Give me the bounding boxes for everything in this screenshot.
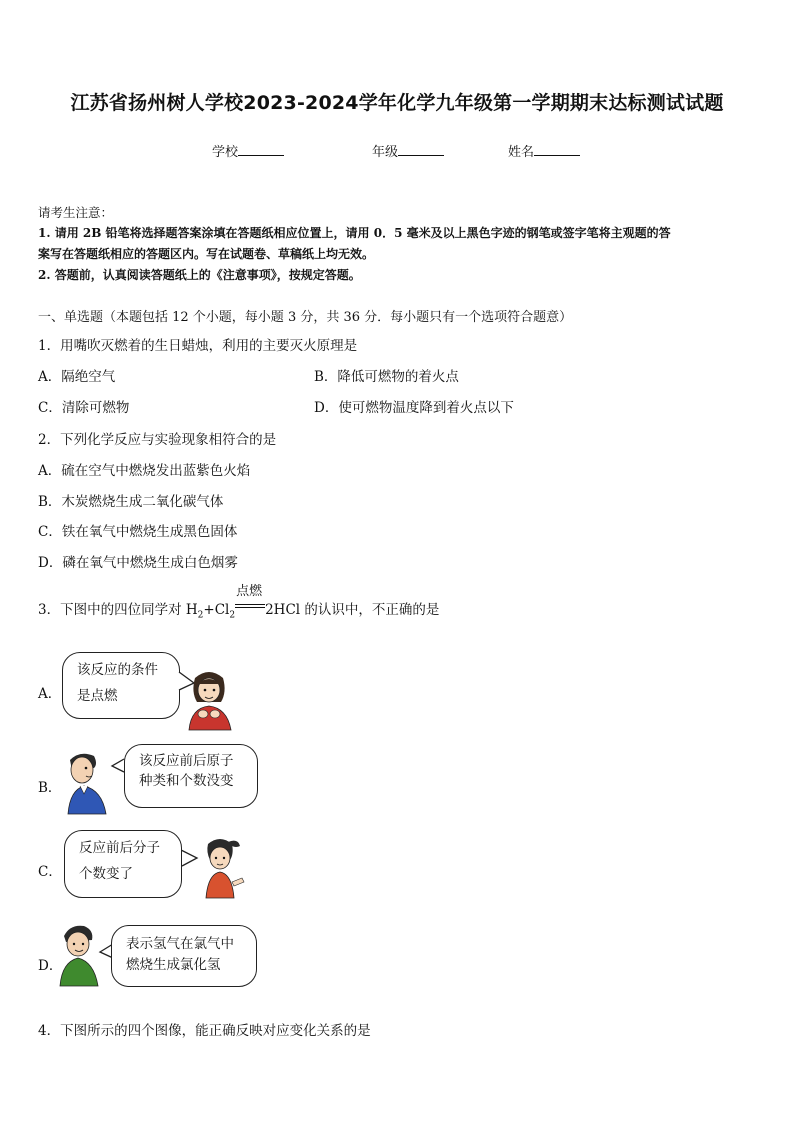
notice-line-1b: 案写在答题纸相应的答题区内。写在试题卷、草稿纸上均无效。 xyxy=(38,247,375,261)
q1-option-c: C．清除可燃物 xyxy=(38,400,130,416)
q3-stem-pre: 3．下图中的四位同学对 H xyxy=(38,602,198,618)
q1-option-b: B．降低可燃物的着火点 xyxy=(314,369,459,385)
q3-label-b: B． xyxy=(38,780,62,796)
q1-stem: 1．用嘴吹灭燃着的生日蜡烛，利用的主要灭火原理是 xyxy=(38,338,358,354)
grade-label: 年级 xyxy=(372,145,399,160)
boy-student-b-icon xyxy=(62,750,112,814)
bubble-a-line-1: 该反应的条件 xyxy=(77,662,158,678)
q2-option-a: A．硫在空气中燃烧发出蓝紫色火焰 xyxy=(38,463,251,479)
bubble-b-line-2: 种类和个数没变 xyxy=(139,773,234,789)
q2-stem: 2．下列化学反应与实验现象相符合的是 xyxy=(38,432,277,448)
girl-student-c-icon xyxy=(198,838,248,898)
notice-heading: 请考生注意： xyxy=(38,205,114,220)
q3-stem-post: 的认识中，不正确的是 xyxy=(300,602,440,618)
bubble-d-line-2: 燃烧生成氯化氢 xyxy=(126,957,221,973)
reaction-condition: 点燃 xyxy=(236,584,263,599)
school-label: 学校 xyxy=(212,145,239,160)
notice-line-1: 1. 请用 2B 铅笔将选择题答案涂填在答题纸相应位置上，请用 0．5 毫米及以上黑色字迹的钢笔或签字笔将主观题的答 xyxy=(38,226,671,240)
q3-plus-cl: +Cl xyxy=(203,602,230,618)
notice-line-2: 2. 答题前，认真阅读答题纸上的《注意事项》，按规定答题。 xyxy=(38,268,361,282)
girl-student-a-icon xyxy=(183,668,235,730)
bubble-d-line-1: 表示氢气在氯气中 xyxy=(126,936,234,952)
q3-label-a: A． xyxy=(38,686,62,702)
q4-stem: 4．下图所示的四个图像，能正确反映对应变化关系的是 xyxy=(38,1023,371,1039)
q2-option-b: B．木炭燃烧生成二氧化碳气体 xyxy=(38,494,224,510)
bubble-c-line-1: 反应前后分子 xyxy=(79,840,160,856)
bubble-c-line-2: 个数变了 xyxy=(79,866,133,882)
bubble-a-line-2: 是点燃 xyxy=(77,688,118,704)
q2-option-c: C．铁在氧气中燃烧生成黑色固体 xyxy=(38,524,238,540)
q1-option-d: D．使可燃物温度降到着火点以下 xyxy=(314,400,514,416)
q3-label-d: D． xyxy=(38,958,63,974)
bubble-b-line-1: 该反应前后原子 xyxy=(139,753,234,769)
q1-option-a: A．隔绝空气 xyxy=(38,369,116,385)
section-heading: 一、单选题（本题包括 12 个小题，每小题 3 分，共 36 分．每小题只有一个选项符合题意） xyxy=(38,310,573,325)
q2-option-d: D．磷在氧气中燃烧生成白色烟雾 xyxy=(38,555,238,571)
speech-bubble-b xyxy=(124,744,258,808)
speech-bubble-d xyxy=(111,925,257,987)
page-title: 江苏省扬州树人学校2023-2024学年化学九年级第一学期期末达标测试试题 xyxy=(70,92,724,114)
name-label: 姓名 xyxy=(508,145,535,160)
h2-subscript: 2 xyxy=(197,610,204,621)
speech-bubble-c xyxy=(64,830,182,898)
cl2-subscript: 2 xyxy=(229,610,236,621)
q3-product: 2HCl xyxy=(265,602,301,618)
boy-student-d-icon xyxy=(56,924,102,986)
q3-label-c: C． xyxy=(38,864,62,880)
